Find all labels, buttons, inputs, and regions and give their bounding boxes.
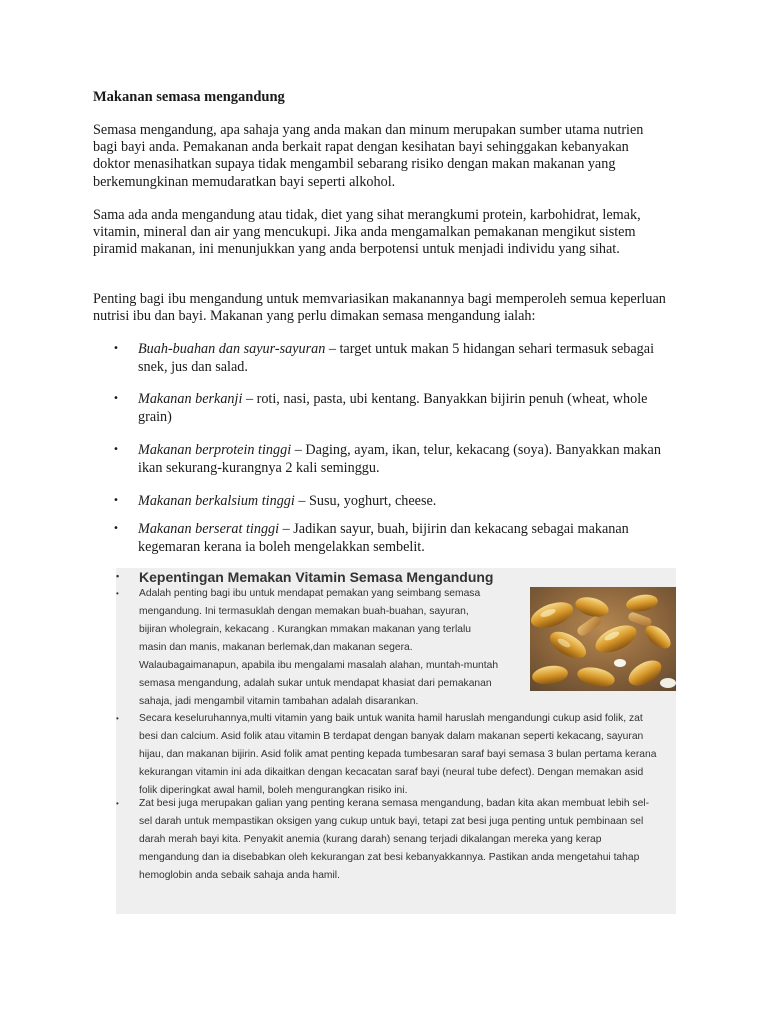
capsules-icon (530, 587, 676, 691)
bullet-icon: • (113, 343, 119, 354)
bullet-icon: • (113, 444, 119, 455)
variety-paragraph: Penting bagi ibu mengandung untuk memvariasikan makanannya bagi memperoleh semua keperluan nutrisi ibu dan bayi. Makanan yang perlu dimakan semasa mengandung ialah: (93, 291, 666, 325)
page-title: Makanan semasa mengandung (93, 89, 285, 105)
food-term: Makanan berkanji (138, 391, 243, 407)
bullet-icon: • (116, 714, 119, 723)
vitamin-item-text: Secara keseluruhannya,multi vitamin yang baik untuk wanita hamil haruslah mengandungi cukup asid folik, zat besi dan calcium. Asid folik atau vitamin B terdapat dengan banyak dalam makanan seperti kekacang, sayuran hijau, dan makanan bijirin. Asid folik amat penting kepada tumbesaran saraf bayi semasa 3 bulan pertama kerana kekurangan vitamin ini ada dikaitkan dengan kecacatan saraf bayi (neural tube defect). Dengan memakan asid folik diperingkat awal hamil, boleh mengurangkan risiko ini. (139, 713, 657, 796)
food-term: Makanan berserat tinggi (138, 521, 280, 537)
vitamin-capsules-photo (530, 587, 676, 691)
food-term: Makanan berkalsium tinggi (138, 493, 295, 509)
vitamin-heading-text: Kepentingan Memakan Vitamin Semasa Mengandung (139, 569, 494, 585)
food-desc: – Daging, ayam, ikan, telur, kekacang (soya). Banyakkan makan ikan sekurang-kurangnya 2 kali seminggu. (138, 442, 661, 476)
bullet-icon: • (116, 589, 119, 598)
bullet-icon: • (113, 523, 119, 534)
bullet-icon: • (113, 495, 119, 506)
bullet-icon: • (116, 799, 119, 808)
food-desc: – Jadikan sayur, buah, bijirin dan kekacang sebagai makanan kegemaran kerana ia boleh mengelakkan sembelit. (138, 521, 629, 555)
vitamin-item-text: Adalah penting bagi ibu untuk mendapat pemakan yang seimbang semasa mengandung. Ini termasuklah dengan memakan buah-buahan, sayuran, bijiran wholegrain, kekacang . Kurangkan mmakan makanan yang terlalu masin dan manis, makanan berlemak,dan makanan segera. Walaubagaimanapun, apabila ibu mengalami masalah alahan, muntah-muntah semasa mengandung, adalah sukar untuk mendapat khasiat dari pemakanan sahaja, jadi mengambil vitamin tambahan adalah disarankan. (139, 588, 499, 707)
food-desc: – target untuk makan 5 hidangan sehari termasuk sebagai snek, jus dan salad. (138, 341, 655, 375)
food-desc: – Susu, yoghurt, cheese. (294, 493, 437, 509)
bullet-icon: • (116, 571, 120, 581)
bullet-icon: • (113, 393, 119, 404)
food-term: Buah-buahan dan sayur-sayuran (138, 341, 326, 357)
vitamin-item-text: Zat besi juga merupakan galian yang penting kerana semasa mengandung, badan kita akan membuat lebih sel-sel darah untuk mempastikan oksigen yang cukup untuk bayi, tetapi zat besi juga penting untuk pembinaan sel darah merah bayi kita. Penyakit anemia (kurang darah) senang terjadi dikalangan mereka yang kerap mengandung dan ia disebabkan oleh kekurangan zat besi kebanyakkannya. Pastikan anda mengetahui tahap hemoglobin anda sebaik sahaja anda hamil. (139, 798, 650, 881)
food-desc: – roti, nasi, pasta, ubi kentang. Banyakkan bijirin penuh (wheat, whole grain) (138, 391, 648, 425)
intro-paragraph: Semasa mengandung, apa sahaja yang anda makan dan minum merupakan sumber utama nutrien bagi bayi anda. Pemakanan anda berkait rapat dengan kesihatan bayi sehinggakan kebanyakan doktor menasihatkan supaya tidak mengambil sebarang risiko dengan makan makanan yang berkemungkinan memudaratkan bayi seperti alkohol. (93, 122, 644, 190)
food-term: Makanan berprotein tinggi (138, 442, 292, 458)
diet-paragraph: Sama ada anda mengandung atau tidak, diet yang sihat merangkumi protein, karbohidrat, lemak, vitamin, mineral dan air yang mencukupi. Jika anda mengamalkan pemakanan mengikut sistem piramid makanan, ini menunjukkan yang anda berpotensi untuk menjadi individu yang sihat. (93, 207, 641, 258)
